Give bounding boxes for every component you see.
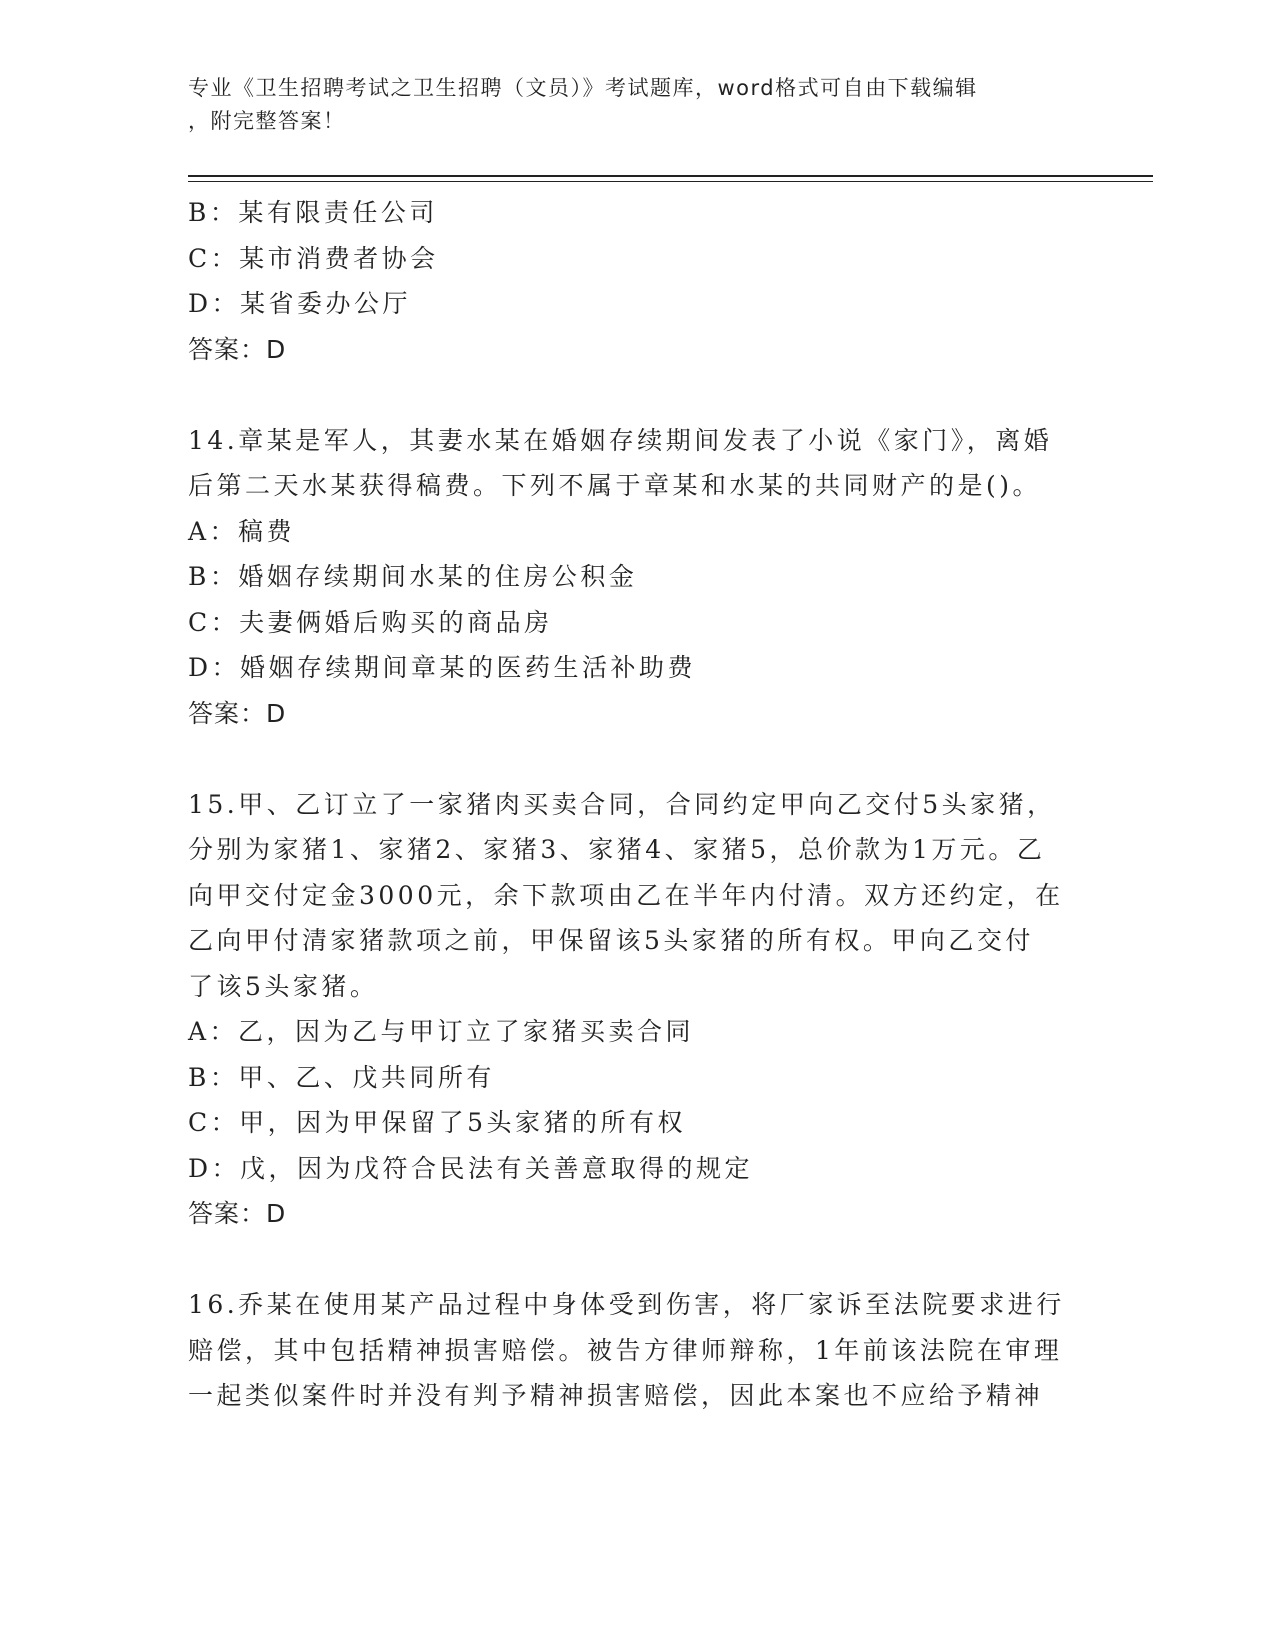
spacer bbox=[188, 736, 1088, 782]
option-c: C：某市消费者协会 bbox=[188, 243, 439, 273]
header-line-2: ，附完整答案！ bbox=[188, 109, 346, 133]
question-stem-line: 乙向甲付清家猪款项之前，甲保留该5头家猪的所有权。甲向乙交付 bbox=[188, 926, 1034, 955]
question-content bbox=[188, 190, 1088, 1419]
question-stem-line: 15.甲、乙订立了一家猪肉买卖合同，合同约定甲向乙交付5头家猪， bbox=[188, 789, 1056, 819]
option-a: A：稿费 bbox=[188, 516, 296, 546]
option-b: B：某有限责任公司 bbox=[188, 198, 438, 227]
option-c: C：夫妻俩婚后购买的商品房 bbox=[188, 607, 553, 637]
answer-line: 答案：D bbox=[188, 1199, 287, 1228]
option-b: B：婚姻存续期间水某的住房公积金 bbox=[188, 562, 638, 591]
spacer bbox=[188, 372, 1088, 418]
spacer bbox=[188, 1237, 1088, 1283]
option-b: B：甲、乙、戊共同所有 bbox=[188, 1062, 495, 1092]
option-c: C：甲，因为甲保留了5头家猪的所有权 bbox=[188, 1108, 687, 1137]
question-stem-line: 向甲交付定金3000元，余下款项由乙在半年内付清。双方还约定，在 bbox=[188, 880, 1064, 910]
question-13 bbox=[188, 190, 1088, 372]
page-header bbox=[188, 72, 1078, 138]
option-d: D：婚姻存续期间章某的医药生活补助费 bbox=[188, 653, 697, 682]
header-divider-thin bbox=[188, 181, 1153, 182]
header-divider-thick bbox=[188, 175, 1153, 177]
option-d: D：某省委办公厅 bbox=[188, 289, 412, 318]
question-stem-line: 了该5头家猪。 bbox=[188, 971, 379, 1001]
answer-line: 答案：D bbox=[188, 334, 287, 364]
question-stem-line: 一起类似案件时并没有判予精神损害赔偿，因此本案也不应给予精神 bbox=[188, 1381, 1044, 1410]
question-stem-line: 后第二天水某获得稿费。下列不属于章某和水某的共同财产的是()。 bbox=[188, 471, 1042, 500]
option-d: D：戊，因为戊符合民法有关善意取得的规定 bbox=[188, 1153, 754, 1183]
question-15 bbox=[188, 782, 1088, 1237]
question-stem-line: 16.乔某在使用某产品过程中身体受到伤害，将厂家诉至法院要求进行 bbox=[188, 1290, 1065, 1319]
question-14 bbox=[188, 418, 1088, 737]
question-stem-line: 赔偿，其中包括精神损害赔偿。被告方律师辩称，1年前该法院在审理 bbox=[188, 1335, 1063, 1365]
header-line-1: 专业《卫生招聘考试之卫生招聘（文员）》考试题库，word格式可自由下载编辑 bbox=[188, 76, 978, 100]
question-stem-line: 14.章某是军人，其妻水某在婚姻存续期间发表了小说《家门》，离婚 bbox=[188, 425, 1053, 455]
question-stem-line: 分别为家猪1、家猪2、家猪3、家猪4、家猪5，总价款为1万元。乙 bbox=[188, 835, 1046, 864]
question-16 bbox=[188, 1282, 1088, 1419]
answer-line: 答案：D bbox=[188, 698, 287, 728]
option-a: A：乙，因为乙与甲订立了家猪买卖合同 bbox=[188, 1017, 695, 1046]
